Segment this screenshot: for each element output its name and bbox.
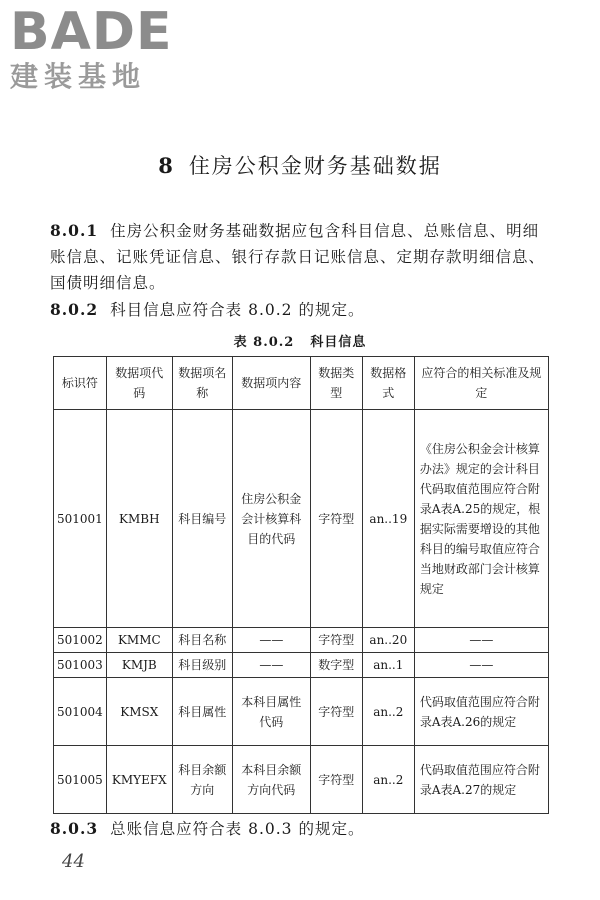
cell-name: 科目级别	[172, 653, 232, 678]
table-caption-title: 科目信息	[310, 335, 367, 350]
header-cell: 数据类型	[310, 357, 362, 410]
cell-code: KMBH	[106, 410, 172, 628]
cell-type: 数字型	[310, 653, 362, 678]
clause-number: 8.0.3	[50, 819, 99, 838]
table-row	[54, 653, 549, 678]
logo	[10, 2, 173, 94]
cell-format: an..2	[362, 678, 414, 746]
cell-format: an..19	[362, 410, 414, 628]
table-row	[54, 678, 549, 746]
table-header-row	[54, 357, 549, 410]
subject-info-table	[53, 356, 549, 814]
cell-type: 字符型	[310, 678, 362, 746]
cell-code: KMJB	[106, 653, 172, 678]
cell-name: 科目余额方向	[172, 746, 232, 814]
cell-standard: 《住房公积金会计核算办法》规定的会计科目代码取值范围应符合附录A表A.25的规定，根据实际需要增设的其他科目的编号取值应符合当地财政部门会计核算规定	[414, 410, 548, 628]
table-caption-number: 表 8.0.2	[233, 335, 295, 350]
cell-standard: ——	[414, 628, 548, 653]
cell-id: 501005	[54, 746, 107, 814]
cell-code: KMSX	[106, 678, 172, 746]
clause-text: 科目信息应符合表 8.0.2 的规定。	[110, 301, 365, 319]
table-row	[54, 746, 549, 814]
cell-name: 科目属性	[172, 678, 232, 746]
table-caption	[0, 331, 600, 350]
clause-number: 8.0.2	[50, 300, 99, 319]
header-cell: 数据格式	[362, 357, 414, 410]
cell-id: 501002	[54, 628, 107, 653]
cell-standard: 代码取值范围应符合附录A表A.27的规定	[414, 746, 548, 814]
cell-id: 501003	[54, 653, 107, 678]
cell-content: 住房公积金会计核算科目的代码	[232, 410, 310, 628]
cell-content: 本科目余额方向代码	[232, 746, 310, 814]
table-row	[54, 628, 549, 653]
cell-content: ——	[232, 628, 310, 653]
header-cell: 标识符	[54, 357, 107, 410]
cell-standard: 代码取值范围应符合附录A表A.26的规定	[414, 678, 548, 746]
header-cell: 应符合的相关标准及规定	[414, 357, 548, 410]
table-row	[54, 410, 549, 628]
cell-type: 字符型	[310, 746, 362, 814]
chapter-number: 8	[158, 153, 175, 178]
cell-id: 501004	[54, 678, 107, 746]
cell-format: an..1	[362, 653, 414, 678]
cell-type: 字符型	[310, 410, 362, 628]
logo-brand: BADE	[10, 2, 173, 62]
header-cell: 数据项代码	[106, 357, 172, 410]
cell-id: 501001	[54, 410, 107, 628]
cell-format: an..20	[362, 628, 414, 653]
cell-type: 字符型	[310, 628, 362, 653]
cell-name: 科目编号	[172, 410, 232, 628]
chapter-title: 住房公积金财务基础数据	[188, 154, 442, 178]
clause-8-0-2	[50, 297, 550, 323]
cell-format: an..2	[362, 746, 414, 814]
page-number: 44	[62, 851, 85, 872]
cell-content: 本科目属性代码	[232, 678, 310, 746]
cell-code: KMYEFX	[106, 746, 172, 814]
clause-number: 8.0.1	[50, 221, 99, 240]
logo-subtitle: 建装基地	[10, 60, 147, 93]
chapter-heading	[0, 150, 600, 180]
cell-standard: ——	[414, 653, 548, 678]
header-cell: 数据项名称	[172, 357, 232, 410]
cell-code: KMMC	[106, 628, 172, 653]
clause-text: 总账信息应符合表 8.0.3 的规定。	[110, 820, 365, 838]
cell-content: ——	[232, 653, 310, 678]
header-cell: 数据项内容	[232, 357, 310, 410]
clause-8-0-3	[50, 816, 550, 842]
cell-name: 科目名称	[172, 628, 232, 653]
clause-text: 住房公积金财务基础数据应包含科目信息、总账信息、明细账信息、记账凭证信息、银行存款日记账信息、定期存款明细信息、国债明细信息。	[50, 222, 546, 292]
clause-8-0-1	[50, 218, 550, 296]
